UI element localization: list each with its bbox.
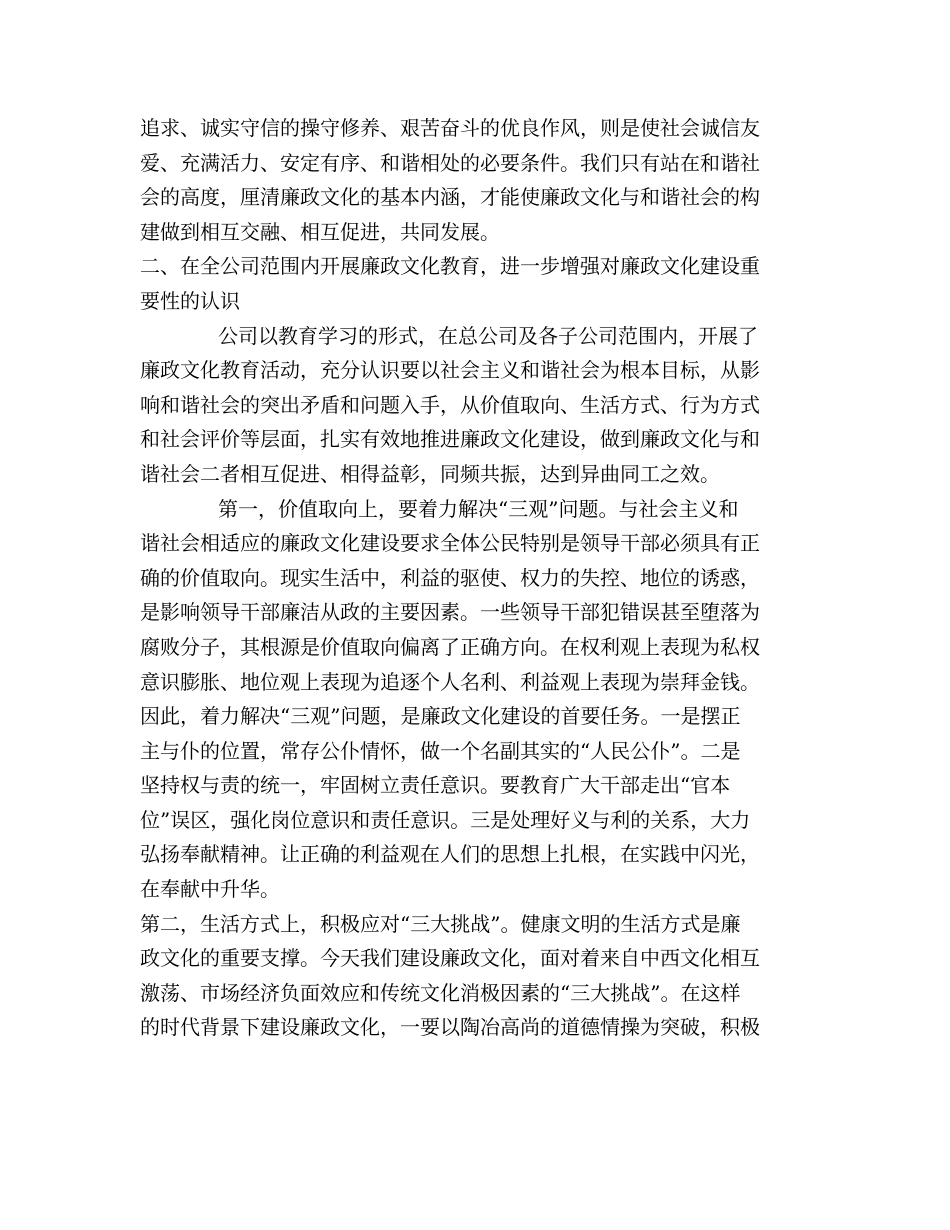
text-line: 和社会评价等层面，扎实有效地推进廉政文化建设，做到廉政文化与和 bbox=[140, 427, 760, 452]
text-line: 廉政文化教育活动，充分认识要以社会主义和谐社会为根本目标，从影 bbox=[140, 358, 760, 383]
text-line: 建做到相互交融、相互促进，共同发展。 bbox=[140, 219, 500, 244]
text-line: 追求、诚实守信的操守修养、艰苦奋斗的优良作风，则是使社会诚信友 bbox=[140, 116, 760, 140]
text-line: 因此，着力解决“三观”问题，是廉政文化建设的首要任务。一是摆正 bbox=[140, 704, 741, 729]
text-line: 弘扬奉献精神。让正确的利益观在人们的思想上扎根，在实践中闪光， bbox=[140, 842, 760, 867]
text-line: 公司以教育学习的形式，在总公司及各子公司范围内，开展了 bbox=[218, 323, 758, 348]
text-line: 谐社会二者相互促进、相得益彰，同频共振，达到异曲同工之效。 bbox=[140, 461, 720, 486]
text-line: 腐败分子，其根源是价值取向偏离了正确方向。在权利观上表现为私权 bbox=[140, 634, 760, 659]
text-line: 的时代背景下建设廉政文化，一要以陶冶高尚的道德情操为突破，积极 bbox=[140, 1015, 760, 1040]
text-line: 是影响领导干部廉洁从政的主要因素。一些领导干部犯错误甚至堕落为 bbox=[140, 600, 760, 625]
text-line: 确的价值取向。现实生活中，利益的驱使、权力的失控、地位的诱惑， bbox=[140, 565, 760, 590]
text-line: 激荡、市场经济负面效应和传统文化消极因素的“三大挑战”。在这样 bbox=[140, 980, 741, 1005]
text-line: 政文化的重要支撑。今天我们建设廉政文化，面对着来自中西文化相互 bbox=[140, 946, 760, 971]
text-line: 意识膨胀、地位观上表现为追逐个人名利、利益观上表现为崇拜金钱。 bbox=[140, 669, 760, 694]
document-body bbox=[140, 111, 820, 1045]
text-line: 坚持权与责的统一，牢固树立责任意识。要教育广大干部走出“官本 bbox=[140, 773, 731, 798]
text-line: 爱、充满活力、安定有序、和谐相处的必要条件。我们只有站在和谐社 bbox=[140, 150, 760, 175]
text-line: 谐社会相适应的廉政文化建设要求全体公民特别是领导干部必须具有正 bbox=[140, 531, 760, 556]
text-line: 响和谐社会的突出矛盾和问题入手，从价值取向、生活方式、行为方式 bbox=[140, 392, 760, 417]
text-line: 第一，价值取向上，要着力解决“三观”问题。与社会主义和 bbox=[218, 496, 739, 521]
text-line: 二、在全公司范围内开展廉政文化教育，进一步增强对廉政文化建设重 bbox=[140, 254, 760, 279]
text-line: 主与仆的位置，常存公仆情怀，做一个名副其实的“人民公仆”。二是 bbox=[140, 738, 741, 763]
text-line: 要性的认识 bbox=[140, 288, 240, 313]
text-line: 在奉献中升华。 bbox=[140, 877, 280, 902]
text-line: 第二，生活方式上，积极应对“三大挑战”。健康文明的生活方式是廉 bbox=[140, 911, 741, 936]
text-line: 会的高度，厘清廉政文化的基本内涵，才能使廉政文化与和谐社会的构 bbox=[140, 185, 760, 210]
text-line: 位”误区，强化岗位意识和责任意识。三是处理好义与利的关系，大力 bbox=[140, 807, 751, 832]
